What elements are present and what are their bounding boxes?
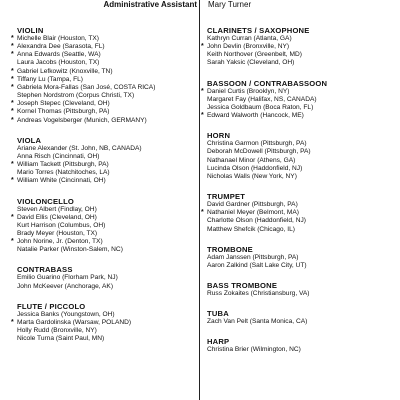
section-horn	[207, 131, 397, 181]
asterisk-mark: *	[11, 161, 14, 169]
member-entry	[201, 209, 397, 217]
member-name: Joseph Stepec (Cleveland, OH)	[17, 100, 110, 108]
member-name: Daniel Curtis (Brooklyn, NY)	[207, 87, 290, 95]
header-role: Administrative Assistant	[103, 0, 197, 9]
asterisk-mark: *	[11, 75, 14, 83]
asterisk-mark: *	[11, 318, 14, 326]
member-name: Keith Northover (Greenbelt, MD)	[207, 51, 302, 59]
member-entry	[201, 87, 397, 96]
member-entry	[17, 169, 197, 177]
asterisk-mark: *	[11, 238, 14, 246]
section-harp	[207, 337, 397, 354]
section-heading: TRUMPET	[207, 192, 246, 202]
member-name: Gabriel Lefkowitz (Knoxville, TN)	[17, 67, 113, 75]
member-name: Lucinda Olson (Haddonfield, NJ)	[207, 164, 303, 172]
member-name: Andreas Vogelsberger (Munich, GERMANY)	[17, 116, 147, 124]
member-name: William White (Cincinnati, OH)	[17, 177, 106, 185]
asterisk-mark: *	[11, 35, 14, 42]
member-name: Jessica Banks (Youngstown, OH)	[17, 310, 115, 318]
member-entry	[17, 230, 197, 238]
asterisk-mark: *	[11, 51, 14, 59]
member-name: Kornel Thomas (Pittsburgh, PA)	[17, 108, 110, 116]
section-heading: HARP	[207, 337, 230, 347]
member-name: Anna Risch (Cincinnati, OH)	[17, 152, 100, 160]
member-name: Emilio Guarino (Florham Park, NJ)	[17, 274, 118, 282]
section-trumpet	[201, 192, 397, 234]
member-entry	[207, 35, 397, 43]
asterisk-mark: *	[201, 209, 204, 217]
member-name: Jessica Goldbaum (Boca Raton, FL)	[207, 103, 314, 111]
asterisk-mark: *	[11, 83, 14, 91]
member-name: Adam Janssen (Pittsburgh, PA)	[207, 253, 299, 261]
member-name: Kathryn Curran (Atlanta, GA)	[207, 35, 292, 42]
member-entry	[207, 157, 397, 165]
asterisk-mark: *	[201, 87, 204, 95]
member-name: Natalie Parker (Winston-Salem, NC)	[17, 246, 123, 254]
member-entry	[207, 140, 397, 148]
member-name: Edward Walworth (Hancock, ME)	[207, 112, 304, 120]
asterisk-mark: *	[11, 108, 14, 116]
member-name: John Norine, Jr. (Denton, TX)	[17, 238, 103, 246]
member-name: Nathanael Minor (Athens, GA)	[207, 156, 296, 164]
member-entry	[207, 201, 397, 209]
section-contrabass	[17, 265, 197, 290]
member-entry	[11, 35, 197, 43]
member-name: John McKeever (Anchorage, AK)	[17, 282, 114, 290]
member-name: Holly Rudd (Bronxville, NY)	[17, 327, 97, 335]
member-name: Anna Edwards (Seattle, WA)	[17, 51, 101, 59]
member-entry	[11, 238, 197, 246]
member-name: Nicholas Walls (New York, NY)	[207, 172, 297, 180]
member-entry	[17, 206, 197, 214]
column-divider	[199, 0, 200, 400]
member-entry	[11, 108, 197, 116]
member-name: Gabriela Mora-Fallas (San José, COSTA RICA)	[17, 83, 156, 91]
member-entry	[207, 59, 397, 67]
member-entry	[11, 318, 197, 327]
asterisk-mark: *	[11, 100, 14, 108]
member-entry	[11, 100, 197, 108]
section-violoncello	[11, 196, 197, 255]
member-name: Kurt Harrison (Columbus, OH)	[17, 221, 106, 229]
member-entry	[207, 290, 397, 298]
section-bass-trombone	[207, 281, 397, 298]
asterisk-mark: *	[11, 213, 14, 221]
member-entry	[17, 145, 197, 153]
member-name: Russ Zokaites (Christiansburg, VA)	[207, 289, 310, 297]
member-entry	[11, 51, 197, 59]
member-entry	[11, 43, 197, 51]
member-entry	[201, 112, 397, 120]
member-entry	[17, 59, 197, 67]
member-name: Mario Torres (Natchitoches, LA)	[17, 169, 110, 177]
member-entry	[17, 274, 197, 282]
member-entry	[207, 318, 397, 326]
member-entry	[11, 116, 197, 125]
section-flute-piccolo	[11, 301, 197, 344]
asterisk-mark: *	[11, 43, 14, 51]
section-heading: TUBA	[207, 309, 229, 319]
member-name: Margaret Fay (Halifax, NS, CANADA)	[207, 95, 317, 103]
member-name: Nathaniel Meyer (Belmont, MA)	[207, 209, 299, 217]
member-name: Zach Van Pelt (Santa Monica, CA)	[207, 318, 308, 326]
member-name: Deborah McDowell (Pittsburgh, PA)	[207, 148, 311, 156]
member-name: David Ellis (Cleveland, OH)	[17, 213, 97, 221]
member-entry	[207, 217, 397, 225]
member-name: David Gardner (Pittsburgh, PA)	[207, 201, 298, 209]
asterisk-mark: *	[11, 116, 14, 124]
member-entry	[207, 51, 397, 59]
member-name: Ariane Alexander (St. John, NB, CANADA)	[17, 144, 142, 152]
section-heading: TROMBONE	[207, 244, 253, 254]
member-name: Christina Garmon (Pittsburgh, PA)	[207, 140, 307, 148]
member-name: Alexandra Dee (Sarasota, FL)	[17, 43, 105, 51]
section-tuba	[207, 309, 397, 326]
member-name: Aaron Zalkind (Salt Lake City, UT)	[207, 261, 307, 269]
member-name: Michelle Blair (Houston, TX)	[17, 35, 99, 42]
section-viola	[11, 135, 197, 186]
member-name: Nicole Turna (Saint Paul, MN)	[17, 335, 105, 343]
member-name: Laura Jacobs (Houston, TX)	[17, 59, 100, 67]
section-heading: FLUTE / PICCOLO	[17, 301, 86, 311]
member-name: John Devlin (Bronxville, NY)	[207, 43, 290, 51]
member-name: Tiffany Lu (Tampa, FL)	[17, 75, 83, 83]
member-entry	[17, 153, 197, 161]
page-header	[0, 0, 400, 12]
section-heading: VIOLA	[17, 135, 42, 145]
member-entry	[17, 283, 197, 291]
left-column	[11, 26, 197, 354]
member-name: Charlotte Olson (Haddonfield, NJ)	[207, 217, 306, 225]
member-entry	[17, 222, 197, 230]
member-name: Sarah Yaksic (Cleveland, OH)	[207, 59, 295, 67]
member-entry	[207, 226, 397, 234]
member-name: Brady Meyer (Houston, TX)	[17, 229, 98, 237]
member-name: Stephen Nordstrom (Corpus Christi, TX)	[17, 92, 135, 100]
section-heading: VIOLONCELLO	[17, 196, 75, 206]
member-entry	[207, 148, 397, 156]
right-column	[201, 26, 397, 365]
section-clarinets-saxophone	[201, 26, 397, 68]
member-name: Marta Gardolinska (Warsaw, POLAND)	[17, 318, 132, 326]
asterisk-mark: *	[11, 177, 14, 185]
member-entry	[207, 346, 397, 354]
header-person: Mary Turner	[208, 0, 252, 9]
member-entry	[201, 43, 397, 51]
member-entry	[17, 246, 197, 254]
member-entry	[11, 161, 197, 169]
member-entry	[11, 67, 197, 76]
asterisk-mark: *	[201, 112, 204, 120]
section-trombone	[207, 245, 397, 270]
member-name: William Tackett (Pittsburgh, PA)	[17, 161, 109, 169]
member-name: Matthew Shefcik (Chicago, IL)	[207, 225, 295, 233]
section-heading: BASSOON / CONTRABASSOON	[207, 78, 328, 88]
member-entry	[11, 177, 197, 185]
member-entry	[17, 311, 197, 319]
member-entry	[207, 96, 397, 104]
member-entry	[207, 165, 397, 173]
member-name: Steven Albert (Findlay, OH)	[17, 205, 97, 213]
section-bassoon-contrabassoon	[201, 78, 397, 121]
section-heading: VIOLIN	[17, 26, 44, 35]
section-violin	[11, 26, 197, 125]
member-entry	[11, 75, 197, 84]
section-heading: HORN	[207, 131, 231, 141]
member-entry	[207, 173, 397, 181]
member-entry	[17, 335, 197, 343]
section-heading: CLARINETS / SAXOPHONE	[207, 26, 310, 35]
member-entry	[17, 327, 197, 335]
member-name: Christina Brier (Wilmington, NC)	[207, 346, 301, 354]
member-entry	[11, 213, 197, 222]
member-entry	[207, 262, 397, 270]
asterisk-mark: *	[11, 67, 14, 75]
member-entry	[207, 104, 397, 112]
section-heading: BASS TROMBONE	[207, 280, 278, 290]
asterisk-mark: *	[201, 43, 204, 51]
member-entry	[17, 92, 197, 100]
member-entry	[11, 83, 197, 92]
section-heading: CONTRABASS	[17, 265, 73, 275]
member-entry	[207, 254, 397, 262]
